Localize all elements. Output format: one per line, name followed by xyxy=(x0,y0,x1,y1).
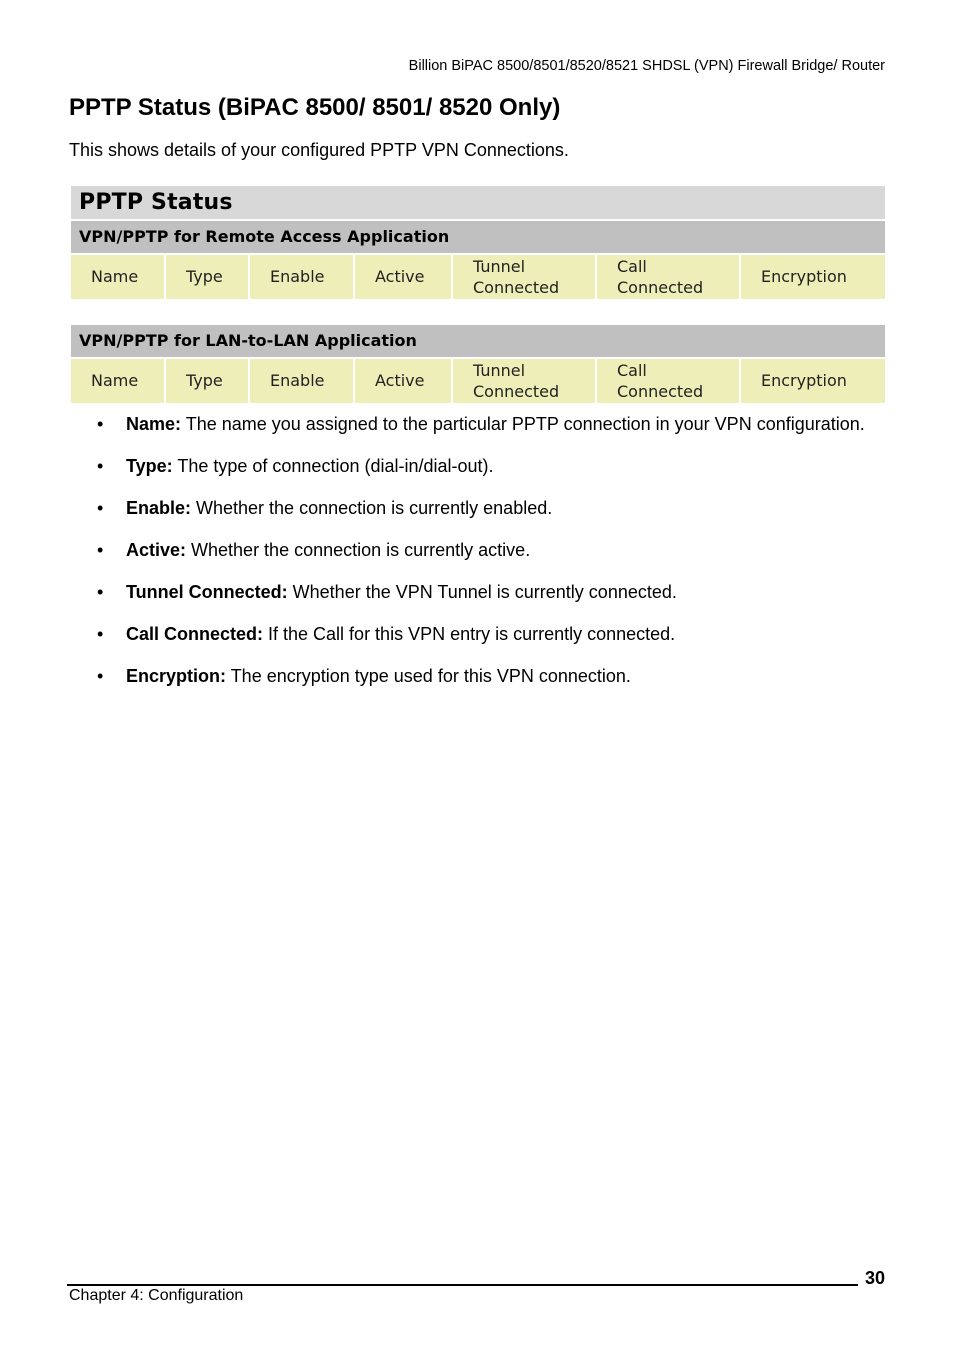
column-header-active: Active xyxy=(355,255,453,299)
column-header-encryption: Encryption xyxy=(741,255,885,299)
list-item xyxy=(69,581,885,604)
column-header-tunnel-connected: Tunnel Connected xyxy=(453,255,597,299)
column-header-encryption: Encryption xyxy=(741,359,885,403)
bullet-icon: • xyxy=(97,414,104,434)
bullet-text: Whether the connection is currently enabled. xyxy=(191,498,553,518)
pptp-status-screenshot-lan xyxy=(71,325,885,403)
pptp-status-heading: PPTP Status xyxy=(71,186,885,221)
column-header-enable: Enable xyxy=(250,255,355,299)
column-header-type: Type xyxy=(166,359,250,403)
bullet-text: If the Call for this VPN entry is currently connected. xyxy=(263,624,676,644)
lan-to-lan-column-headers xyxy=(71,357,885,403)
bullet-term: Call Connected: xyxy=(126,624,264,644)
footer-divider xyxy=(67,1284,858,1286)
bullet-term: Type: xyxy=(126,456,173,476)
intro-paragraph: This shows details of your configured PPTP VPN Connections. xyxy=(69,140,569,160)
bullet-term: Active: xyxy=(126,540,187,560)
column-header-tunnel-connected: Tunnel Connected xyxy=(453,359,597,403)
list-item xyxy=(69,497,885,520)
remote-access-section-header: VPN/PPTP for Remote Access Application xyxy=(71,221,885,253)
list-item xyxy=(69,413,885,436)
list-item xyxy=(69,623,885,646)
lan-to-lan-section-header: VPN/PPTP for LAN-to-LAN Application xyxy=(71,325,885,357)
bullet-text: The encryption type used for this VPN connection. xyxy=(226,666,631,686)
column-header-active: Active xyxy=(355,359,453,403)
bullet-icon: • xyxy=(97,540,104,560)
footer-chapter-label: Chapter 4: Configuration xyxy=(69,1287,244,1304)
remote-access-column-headers xyxy=(71,253,885,299)
bullet-icon: • xyxy=(97,582,104,602)
column-header-call-connected: Call Connected xyxy=(597,359,741,403)
column-header-type: Type xyxy=(166,255,250,299)
list-item xyxy=(69,539,885,562)
bullet-text: The name you assigned to the particular PPTP connection in your VPN configuration. xyxy=(181,414,865,434)
bullet-icon: • xyxy=(97,624,104,644)
column-header-name: Name xyxy=(71,255,166,299)
column-header-enable: Enable xyxy=(250,359,355,403)
bullet-term: Encryption: xyxy=(126,666,227,686)
bullet-icon: • xyxy=(97,666,104,686)
page-number: 30 xyxy=(864,1268,885,1288)
bullet-text: Whether the VPN Tunnel is currently connected. xyxy=(287,582,677,602)
bullet-term: Tunnel Connected: xyxy=(126,582,288,602)
bullet-term: Name: xyxy=(126,414,182,434)
bullet-text: Whether the connection is currently active. xyxy=(186,540,531,560)
bullet-icon: • xyxy=(97,498,104,518)
column-header-call-connected: Call Connected xyxy=(597,255,741,299)
column-header-name: Name xyxy=(71,359,166,403)
bullet-icon: • xyxy=(97,456,104,476)
page-title: PPTP Status (BiPAC 8500/ 8501/ 8520 Only) xyxy=(69,94,561,121)
field-description-list xyxy=(69,413,885,707)
bullet-term: Enable: xyxy=(126,498,192,518)
running-header: Billion BiPAC 8500/8501/8520/8521 SHDSL (VPN) Firewall Bridge/ Router xyxy=(408,58,885,74)
list-item xyxy=(69,665,885,688)
bullet-text: The type of connection (dial-in/dial-out). xyxy=(172,456,494,476)
pptp-status-screenshot-remote xyxy=(71,186,885,299)
list-item xyxy=(69,455,885,478)
